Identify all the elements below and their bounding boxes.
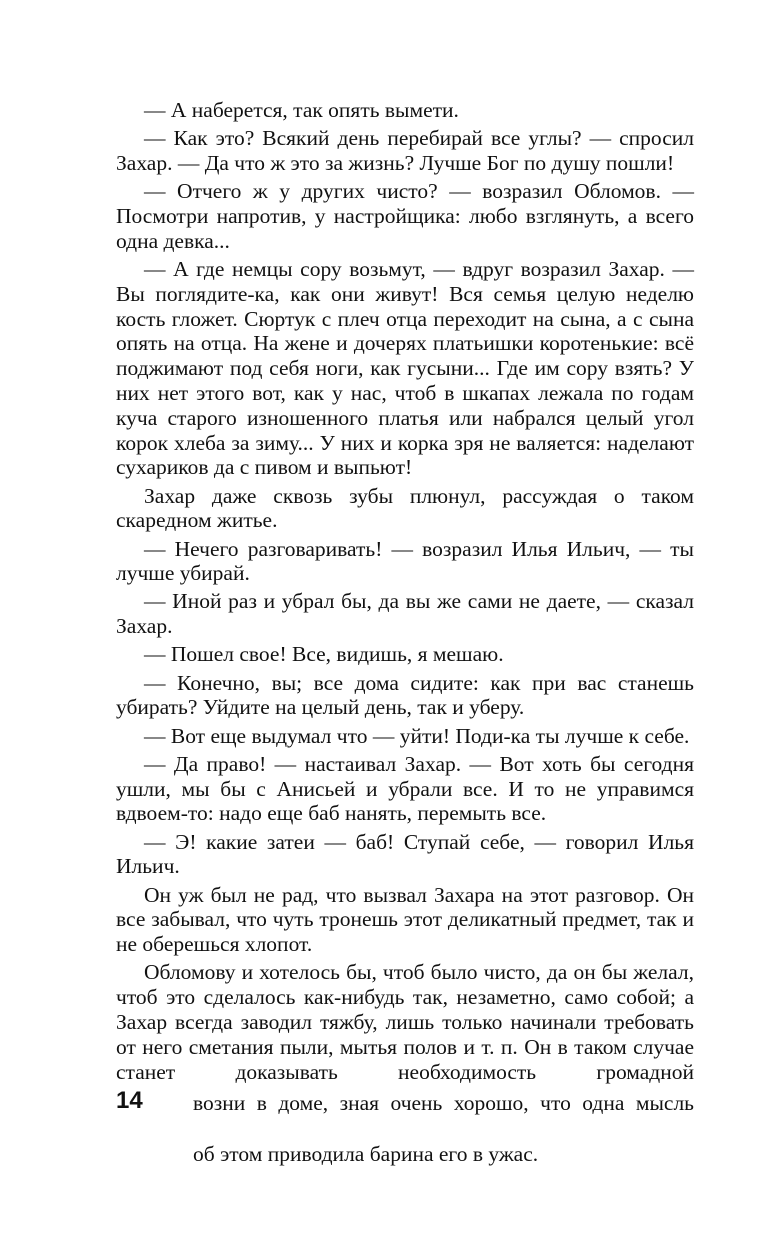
continuation-line: возни в доме, зная очень хорошо, что одна мысль [193,1090,694,1115]
paragraph: — Э! какие затеи — баб! Ступай себе, — говорил Илья Ильич. [116,829,694,879]
paragraph: — А наберется, так опять вымети. [144,98,459,122]
paragraph: — Отчего ж у других чисто? — возразил Обломов. — Посмотри напротив, у настройщика: любо взглянуть, а всего одна девка... [116,179,694,253]
paragraph: — Конечно, вы; все дома сидите: как при вас станешь убирать? Уйдите на целый день, так и уберу. [116,670,694,720]
paragraph: Обломову и хотелось бы, чтоб было чисто, да он бы желал, чтоб это сделалось как-нибудь так, незаметно, само собой; а Захар всегда заводил тяжбу, лишь только начинали требовать от него сметания пыли, мытья полов и т. п. Он в таком случае станет доказывать необходимость громадной [116,960,694,1084]
paragraph-continuation [193,1065,694,1193]
paragraph: — А где немцы сору возьмут, — вдруг возразил Захар. — Вы поглядите-ка, как они живут! Вся семья целую неделю кость гложет. Сюртук с плеч отца переходит на сына, а с сына опять на отца. На жене и дочерях платьишки коротенькие: всё поджимают под себя ноги, как гусыни... Где им сору взять? У них нет этого вот, как у нас, чтоб в шкапах лежала по годам куча старого изношенного платья или набрался целый угол корок хлеба за зиму... У них и корка зря не валяется: наделают сухариков да с пивом и выпьют! [116,256,694,480]
body-text [116,98,694,1088]
paragraph: Он уж был не рад, что вызвал Захара на этот разговор. Он все забывал, что чуть тронешь этот деликатный предмет, так и не оберешься хлопот. [116,882,694,957]
continuation-line: об этом приводила барина его в ужас. [193,1141,539,1166]
paragraph: — Нечего разговаривать! — возразил Илья Ильич, — ты лучше убирай. [116,536,694,586]
paragraph: — Иной раз и убрал бы, да вы же сами не даете, — сказал Захар. [116,589,694,639]
paragraph: Захар даже сквозь зубы плюнул, рассуждая о таком скаредном житье. [116,483,694,533]
paragraph: — Вот еще выдумал что — уйти! Поди-ка ты лучше к себе. [144,723,690,748]
paragraph: — Да право! — настаивал Захар. — Вот хоть бы сегодня ушли, мы бы с Анисьей и убрали все. И то не управимся вдвоем-то: надо еще баб нанять, перемыть все. [116,751,694,826]
paragraph: — Как это? Всякий день перебирай все углы? — спросил Захар. — Да что ж это за жизнь? Лучше Бог по душу пошли! [116,126,694,175]
paragraph: — Пошел свое! Все, видишь, я мешаю. [144,642,504,667]
page-number: 14 [116,1087,143,1114]
